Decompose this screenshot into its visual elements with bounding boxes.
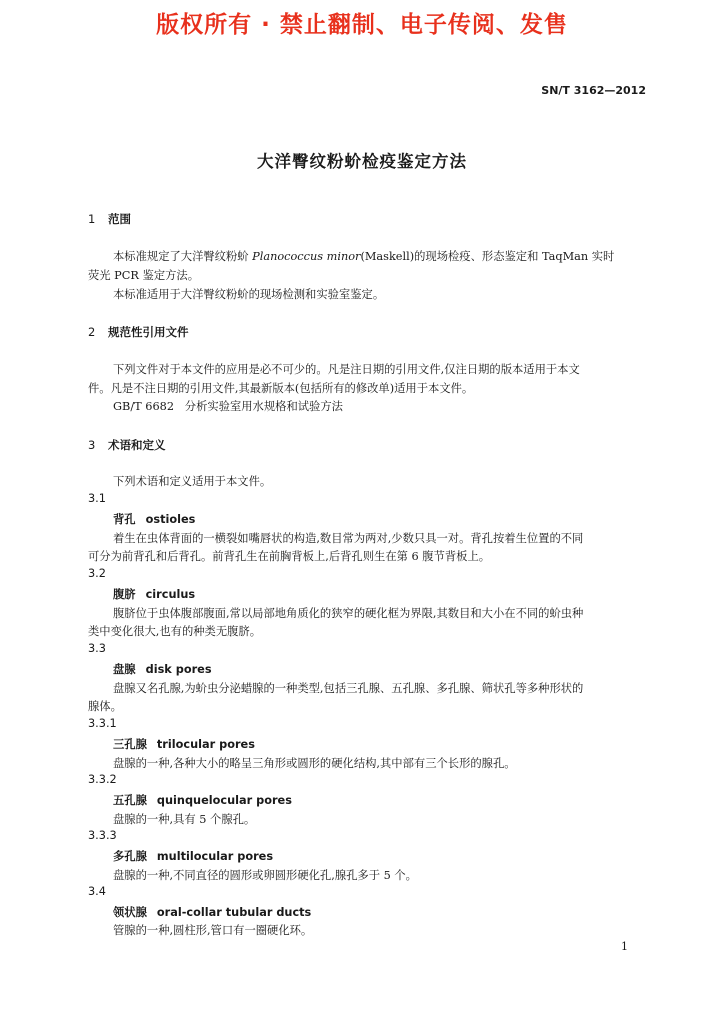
- copyright-banner: 版权所有 · 禁止翻制、电子传阅、发售: [156, 12, 568, 38]
- section-number: 2: [88, 325, 96, 339]
- standard-code: SN/T 3162—2012: [541, 84, 646, 97]
- term-en: multilocular pores: [156, 850, 274, 863]
- term-heading: [113, 586, 195, 602]
- paragraph-line: [113, 248, 614, 264]
- term-heading: [113, 736, 255, 752]
- reference-line: GB/T 6682 分析实验室用水规格和试验方法: [113, 400, 343, 413]
- section-1-heading: [88, 211, 131, 227]
- term-cn: 背孔: [113, 513, 136, 526]
- definition-line: 类中变化很大,也有的种类无腹脐。: [88, 625, 262, 638]
- definition-line: 腺体。: [88, 700, 122, 713]
- term-en: trilocular pores: [156, 738, 255, 751]
- page-number: 1: [621, 940, 628, 953]
- term-number: 3.4: [88, 885, 106, 898]
- definition-line: 盘腺的一种,不同直径的圆形或卵圆形硬化孔,腺孔多于 5 个。: [113, 869, 417, 882]
- term-en: circulus: [145, 588, 196, 601]
- section-number: 1: [88, 212, 96, 226]
- term-en: oral-collar tubular ducts: [156, 906, 312, 919]
- species-name: Planococcus minor: [252, 250, 361, 263]
- term-en: quinquelocular pores: [156, 794, 292, 807]
- paragraph-line: 荧光 PCR 鉴定方法。: [88, 269, 200, 282]
- term-cn: 五孔腺: [113, 794, 147, 807]
- term-heading: [113, 511, 195, 527]
- definition-line: 管腺的一种,圆柱形,管口有一圈硬化环。: [113, 924, 313, 937]
- definition-line: 可分为前背孔和后背孔。前背孔生在前胸背板上,后背孔则生在第 6 腹节背板上。: [88, 550, 491, 563]
- section-title: 范围: [108, 212, 131, 226]
- term-heading: [113, 904, 311, 920]
- term-number: 3.2: [88, 567, 106, 580]
- term-cn: 多孔腺: [113, 850, 147, 863]
- definition-line: 腹脐位于虫体腹部腹面,常以局部地角质化的狭窄的硬化框为界限,其数目和大小在不同的蚧虫种: [113, 607, 584, 620]
- section-title: 术语和定义: [108, 438, 166, 452]
- term-cn: 领状腺: [113, 906, 147, 919]
- section-2-heading: [88, 324, 189, 340]
- paragraph-line: 下列文件对于本文件的应用是必不可少的。凡是注日期的引用文件,仅注日期的版本适用于本文: [113, 363, 580, 376]
- definition-line: 盘腺的一种,具有 5 个腺孔。: [113, 813, 256, 826]
- term-number: 3.3: [88, 642, 106, 655]
- section-number: 3: [88, 438, 96, 452]
- term-en: disk pores: [145, 663, 212, 676]
- term-en: ostioles: [145, 513, 196, 526]
- paragraph-line: 件。凡是不注日期的引用文件,其最新版本(包括所有的修改单)适用于本文件。: [88, 382, 474, 395]
- document-title: 大洋臀纹粉蚧检疫鉴定方法: [257, 152, 467, 171]
- term-number: 3.1: [88, 492, 106, 505]
- text-span: 本标准规定了大洋臀纹粉蚧: [113, 250, 253, 263]
- term-cn: 盘腺: [113, 663, 136, 676]
- term-number: 3.3.1: [88, 717, 117, 730]
- term-number: 3.3.3: [88, 829, 117, 842]
- definition-line: 着生在虫体背面的一横裂如嘴唇状的构造,数目常为两对,少数只具一对。背孔按着生位置的不同: [113, 532, 584, 545]
- text-span: (Maskell)的现场检疫、形态鉴定和 TaqMan 实时: [360, 250, 615, 263]
- section-3-heading: [88, 437, 166, 453]
- term-cn: 三孔腺: [113, 738, 147, 751]
- paragraph-line: 本标准适用于大洋臀纹粉蚧的现场检测和实验室鉴定。: [113, 288, 385, 301]
- paragraph-line: 下列术语和定义适用于本文件。: [113, 475, 272, 488]
- term-number: 3.3.2: [88, 773, 117, 786]
- definition-line: 盘腺的一种,各种大小的略呈三角形或圆形的硬化结构,其中部有三个长形的腺孔。: [113, 757, 516, 770]
- term-heading: [113, 792, 292, 808]
- term-cn: 腹脐: [113, 588, 136, 601]
- term-heading: [113, 848, 273, 864]
- definition-line: 盘腺又名孔腺,为蚧虫分泌蜡腺的一种类型,包括三孔腺、五孔腺、多孔腺、筛状孔等多种形状的: [113, 682, 584, 695]
- section-title: 规范性引用文件: [108, 325, 189, 339]
- term-heading: [113, 661, 212, 677]
